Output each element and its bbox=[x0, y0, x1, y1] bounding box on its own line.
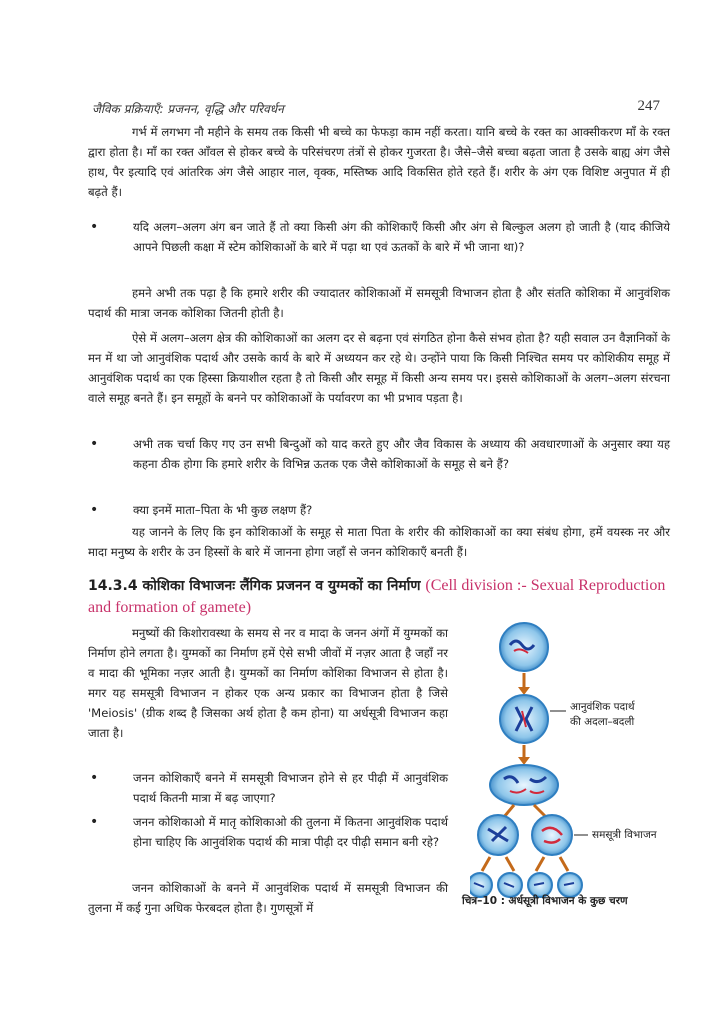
question-mitosis-per-generation: जनन कोशिकाएँ बनने में समसूत्री विभाजन होने से हर पीढ़ी में आनुवंशिक पदार्थ कितनी मात्रा में बढ़ जाएगा? bbox=[133, 771, 448, 805]
bullet-marker: • bbox=[90, 436, 99, 452]
cell-stage-2 bbox=[500, 695, 548, 743]
running-title: जैविक प्रक्रियाएँ: प्रजनन, वृद्धि और परिवर्धन bbox=[92, 102, 284, 116]
section-number: 14.3.4 bbox=[88, 578, 138, 594]
paragraph-gamete-formation: मनुष्यों की किशोरावस्था के समय से नर व मादा के जनन अंगों में युग्मकों का निर्माण होने लगता है। युग्मकों का निर्माण हमें ऐसे सभी जीवों में नज़र आता है जहाँ नर व मादा की भूमिका नज़र आती है। युग्मकों का निर्माण कोशिका विभाजन से होता है। मगर यह समसूत्री विभाजन न होकर एक अन्य प्रकार का विभाजन होता है जिसे 'Meiosis' (ग्रीक शब्द है जिसका अर्थ होता है कम होना) या अर्धसूत्री विभाजन कहा जाता है। bbox=[88, 626, 448, 740]
bullet-marker: • bbox=[90, 219, 99, 235]
paragraph-fetal-development: गर्भ में लगभग नौ महीने के समय तक किसी भी बच्चे का फेफड़ा काम नहीं करता। यानि बच्चे के रक्त का आक्सीकरण माँ के रक्त द्वारा होता है। माँ का रक्त आँवल से होकर बच्चे के परिसंचरण तंत्रों से होकर गुजरता है। जैसे–जैसे बच्चा बढ़ता जाता है उसके बाह्य अंग जैसे हाथ, पैर इत्यादि एवं आंतरिक अंग जैसे आहार नाल, वृक्क, मस्तिष्क आदि विकसित होते रहते हैं। शरीर के अंग एक विशिष्ट अनुपात में ही बढ़ते हैं। bbox=[88, 125, 670, 199]
bullet-marker: • bbox=[90, 770, 99, 786]
question-parent-traits: क्या इनमें माता–पिता के भी कुछ लक्षण हैं? bbox=[133, 503, 313, 517]
figure-label-mitosis: समसूत्री विभाजन bbox=[592, 829, 657, 841]
page-number: 247 bbox=[637, 98, 660, 114]
meiosis-figure bbox=[470, 615, 690, 915]
arrow-head bbox=[518, 687, 530, 695]
section-heading bbox=[88, 575, 678, 619]
arrows bbox=[482, 857, 568, 871]
cell-stage-1 bbox=[500, 623, 548, 671]
section-title-hindi: कोशिका विभाजनः लैंगिक प्रजनन व युग्मकों का निर्माण bbox=[142, 578, 421, 594]
arrow bbox=[504, 805, 514, 817]
arrow bbox=[534, 805, 546, 817]
figure-label-exchange: आनुवंशिक पदार्थ की अदला–बदली bbox=[570, 701, 635, 728]
section-title-english: (Cell division :- Sexual Reproduction and formation of gamete) bbox=[88, 577, 666, 616]
bullet-marker: • bbox=[90, 814, 99, 830]
cell-stage-4 bbox=[478, 815, 572, 855]
paragraph-mitosis-recap: हमने अभी तक पढ़ा है कि हमारे शरीर की ज्यादातर कोशिकाओं में समसूत्री विभाजन होता है और संतति कोशिका में आनुवंशिक पदार्थ की मात्रा जनक कोशिका जितनी होती है। bbox=[88, 286, 670, 320]
meiosis-diagram bbox=[470, 615, 690, 915]
question-genetic-amount: जनन कोशिकाओ में मातृ कोशिकाओ की तुलना में कितना आनुवंशिक पदार्थ होना चाहिए कि आनुवंशिक पदार्थ की मात्रा पीढ़ी दर पीढ़ी समान बनी रहे? bbox=[133, 815, 448, 849]
question-organ-cells: यदि अलग–अलग अंग बन जाते हैं तो क्या किसी अंग की कोशिकाएँ किसी और अंग से बिल्कुल अलग हो जाती है (याद कीजिये आपने पिछली कक्षा में स्टेम कोशिकाओं के बारे में पढ़ा था एवं ऊतकों के बारे में भी जाना था)? bbox=[133, 220, 670, 254]
arrow-head bbox=[518, 757, 530, 765]
paragraph-germ-cells: यह जानने के लिए कि इन कोशिकाओं के समूह से माता पिता के शरीर की कोशिकाओं का क्या संबंध होगा, हमें वयस्क नर और मादा मनुष्य के शरीर के उन हिस्सों के बारे में जानना होगा जहाँ से जनन कोशिकाएँ बनती हैं। bbox=[88, 525, 670, 559]
cell-stage-3 bbox=[490, 765, 558, 805]
paragraph-cell-groups: ऐसे में अलग–अलग क्षेत्र की कोशिकाओं का अलग दर से बढ़ना एवं संगठित होना कैसे संभव होता है? यही सवाल उन वैज्ञानिकों के मन में था जो आनुवंशिक पदार्थ और उसके कार्य के बारे में अध्ययन कर रहे थे। उन्होंने पाया कि किसी निश्चित समय पर कोशिकीय समूह में आनुवंशिक पदार्थ का एक हिस्सा क्रियाशील रहता है तो किसी और समूह में किसी अन्य समय पर। इससे कोशिकाओं के अलग–अलग संरचना वाले समूह बनते हैं। इन समूहों के बनने पर कोशिकाओं के पर्यावरण का भी प्रभाव पड़ता है। bbox=[88, 331, 670, 405]
bullet-marker: • bbox=[90, 502, 99, 518]
question-tissues: अभी तक चर्चा किए गए उन सभी बिन्दुओं को याद करते हुए और जैव विकास के अध्याय की अवधारणाओं के अनुसार क्या यह कहना ठीक होगा कि हमारे शरीर के विभिन्न ऊतक एक जैसे कोशिकाओं के समूह से बने हैं? bbox=[133, 437, 670, 471]
paragraph-recombination: जनन कोशिकाओं के बनने में आनुवंशिक पदार्थ में समसूत्री विभाजन की तुलना में कई गुना अधिक फेरबदल होता है। गुणसूत्रों में bbox=[88, 881, 448, 915]
figure-caption: चित्र–10 : अर्धसूत्री विभाजन के कुछ चरण bbox=[462, 895, 628, 907]
